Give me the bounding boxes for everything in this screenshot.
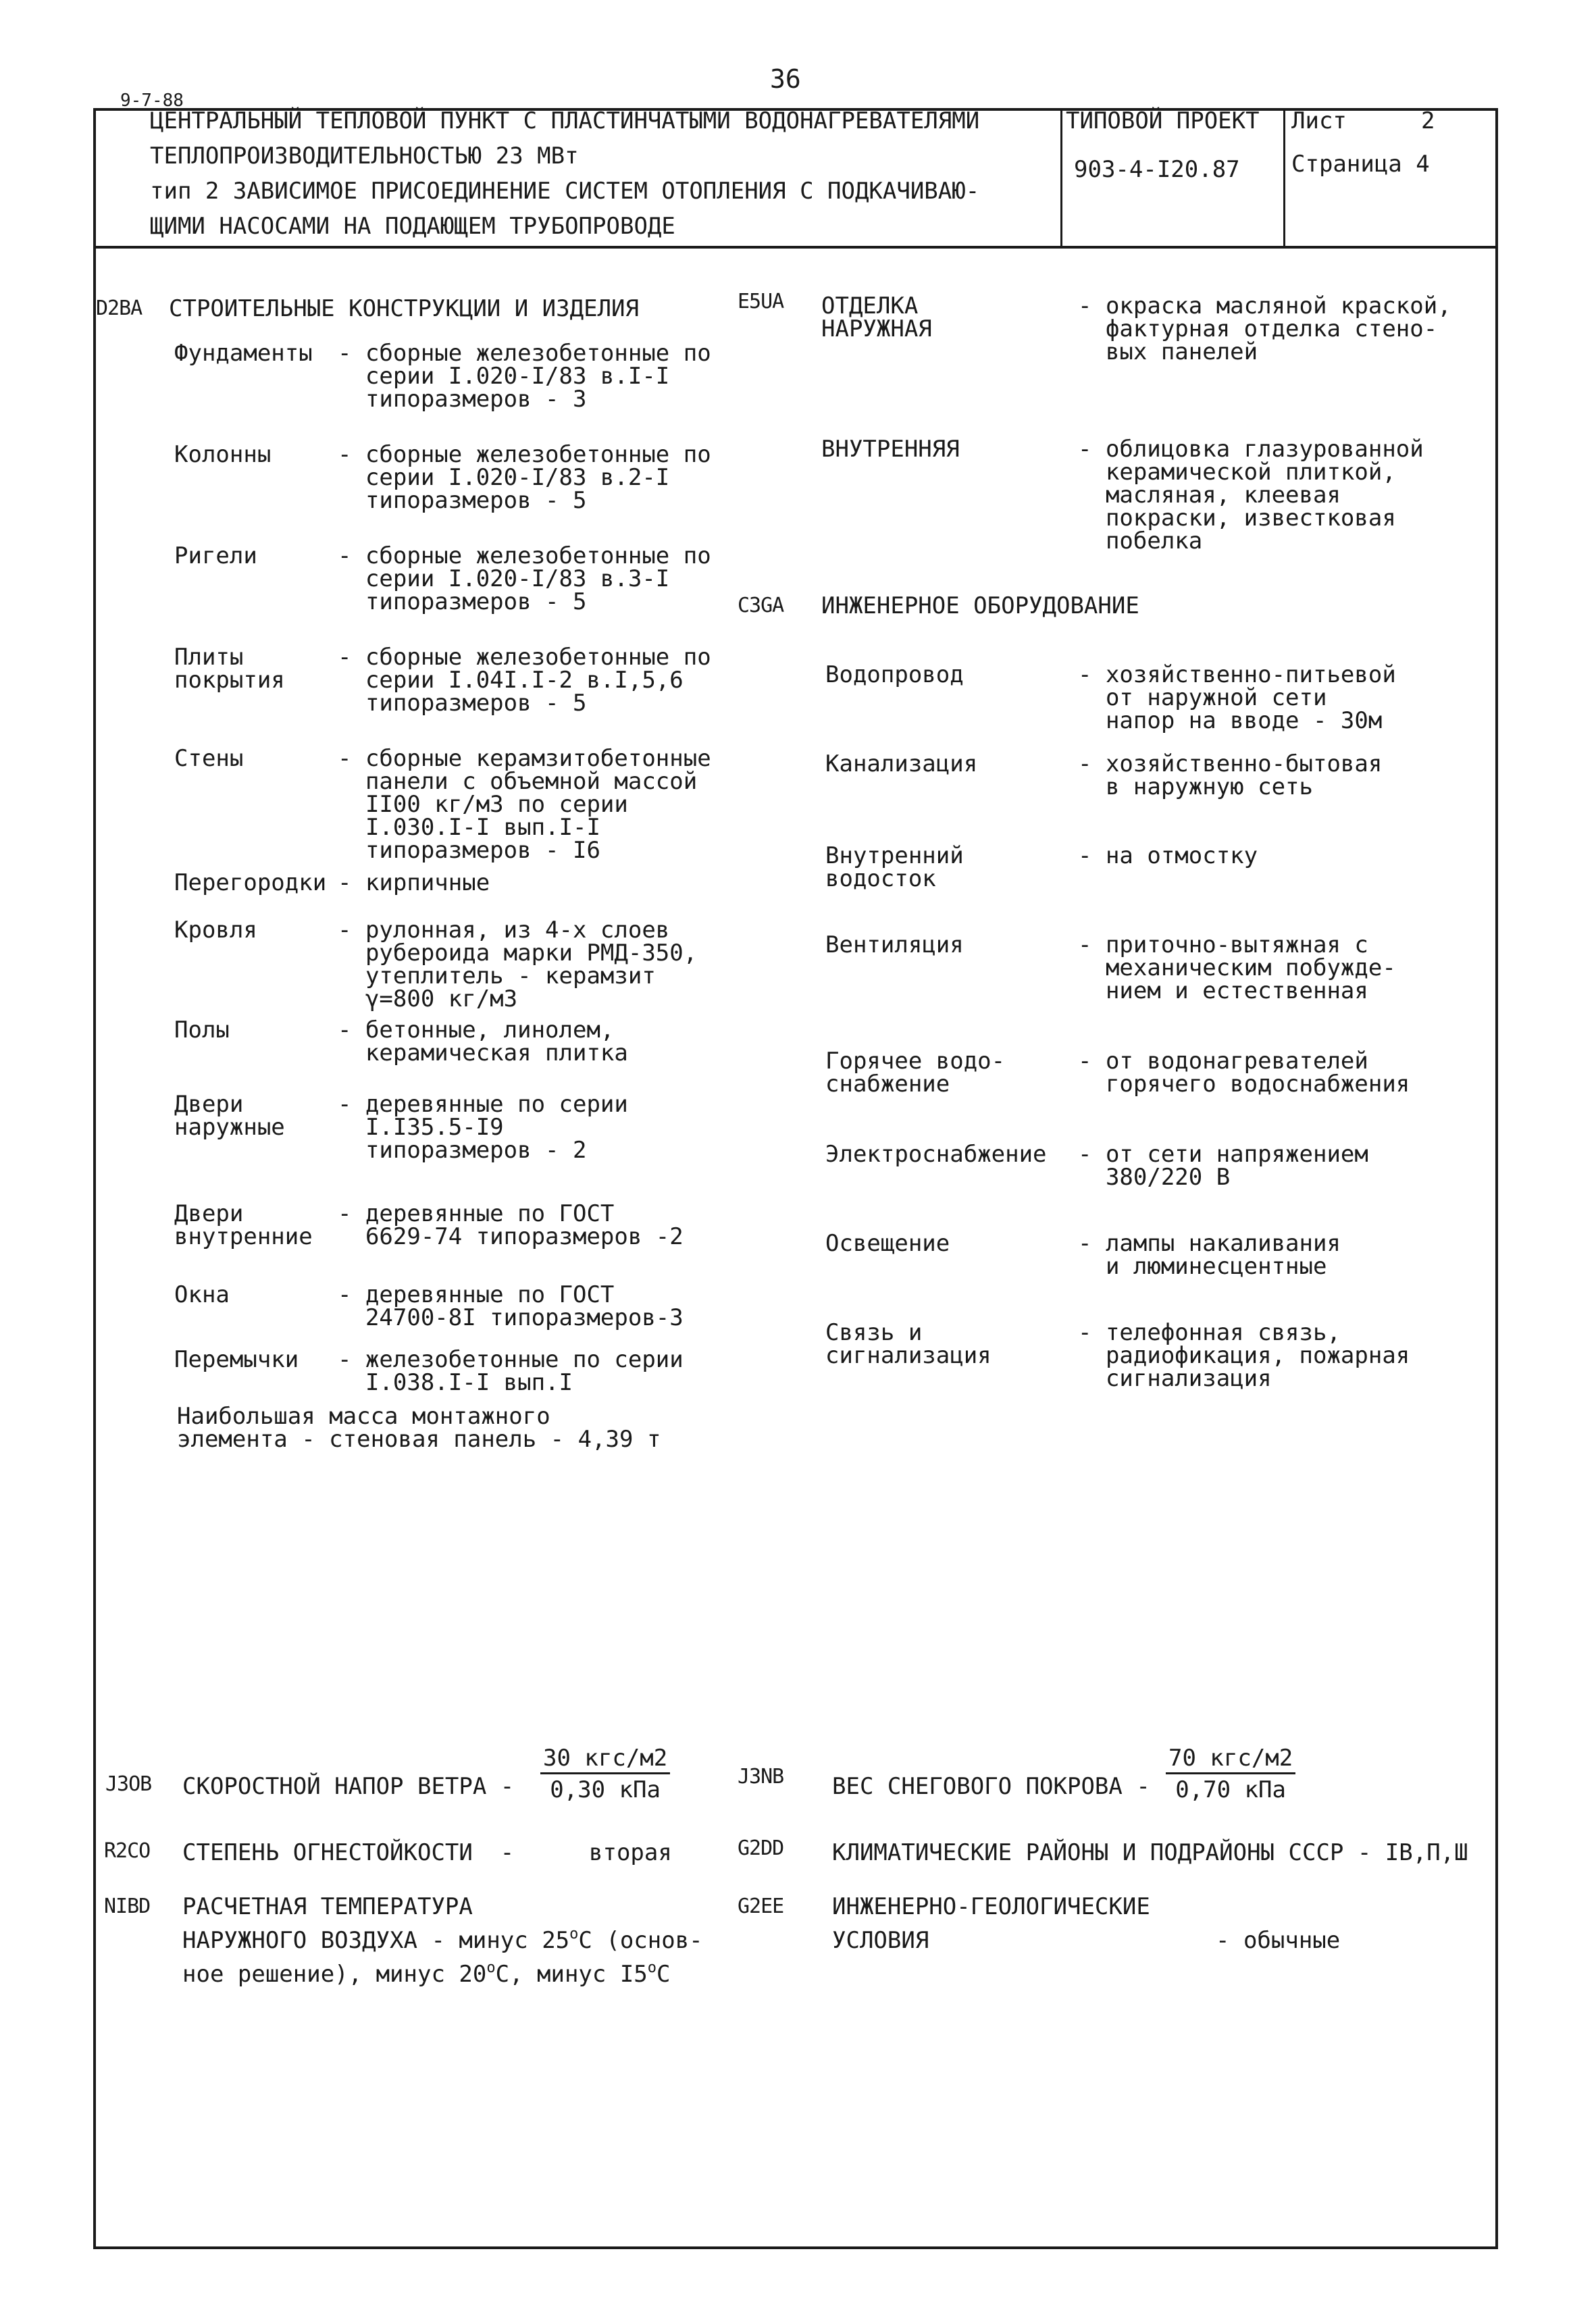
sheet-label: Лист [1291,107,1347,134]
item-value: - хозяйственно-питьевой [1078,661,1396,688]
item-label: Горячее водо- [825,1048,1006,1075]
snow-value-kgs: 70 кгс/м2 [1166,1747,1295,1774]
item-label: водосток [825,865,936,892]
item-value: вых панелей [1078,338,1258,365]
title-divider [1060,108,1062,249]
item-label: Двери [174,1200,244,1227]
item-value: I.I35.5-I9 [338,1114,504,1141]
section-heading: СТРОИТЕЛЬНЫЕ КОНСТРУКЦИИ И ИЗДЕЛИЯ [169,295,639,322]
item-label: Связь и [825,1319,923,1346]
param-code: G2DD [738,1836,784,1860]
item-label: Колонны [174,441,272,468]
item-label: Полы [174,1017,230,1044]
geo-line: ИНЖЕНЕРНО-ГЕОЛОГИЧЕСКИЕ [832,1893,1150,1920]
item-value: типоразмеров - 5 [338,588,587,615]
degree-mark: о [486,1959,496,1976]
item-label: сигнализация [825,1342,992,1369]
item-value: - сборные железобетонные по [338,340,711,367]
item-label: Освещение [825,1230,950,1257]
item-value: - облицовка глазурованной [1078,436,1424,463]
snow-value-kpa: 0,70 кПа [1175,1776,1286,1803]
section-heading: ИНЖЕНЕРНОЕ ОБОРУДОВАНИЕ [821,592,1139,619]
fire-label: СТЕПЕНЬ ОГНЕСТОЙКОСТИ - [182,1839,515,1866]
item-value: - деревянные по ГОСТ [338,1281,615,1308]
item-value: масляная, клеевая [1078,482,1341,509]
title-line: ТЕПЛОПРОИЗВОДИТЕЛЬНОСТЬЮ 23 МВт [150,143,579,170]
item-label: Окна [174,1281,230,1308]
item-label: Ригели [174,542,257,569]
item-label: Плиты [174,644,244,671]
item-value: γ=800 кг/м3 [338,985,518,1012]
item-value: утеплитель - керамзит [338,962,656,989]
snow-value [1166,1747,1295,1801]
item-value: механическим побужде- [1078,954,1396,981]
item-value: - железобетонные по серии [338,1346,684,1373]
item-value: от наружной сети [1078,684,1327,711]
item-label: ВНУТРЕННЯЯ [821,436,960,463]
page-number: 36 [770,64,801,94]
item-value: нием и естественная [1078,977,1368,1004]
wind-value [540,1747,670,1801]
item-value: II00 кг/м3 по серии [338,791,628,818]
item-value: - окраска масляной краской, [1078,292,1451,319]
item-value: - деревянные по серии [338,1091,628,1118]
item-value: типоразмеров - 2 [338,1137,587,1164]
project-label: ТИПОВОЙ ПРОЕКТ [1066,107,1260,134]
item-label: Электроснабжение [825,1141,1047,1168]
temp-line: РАСЧЕТНАЯ ТЕМПЕРАТУРА [182,1893,473,1920]
degree-mark: о [647,1959,657,1976]
item-value: - сборные керамзитобетонные [338,745,711,772]
param-code: G2EE [738,1895,784,1918]
item-value: фактурная отделка стено- [1078,315,1438,342]
climate-label: КЛИМАТИЧЕСКИЕ РАЙОНЫ И ПОДРАЙОНЫ СССР - IB,П,Ш [832,1839,1468,1866]
doc-code: 9-7-88 [120,91,184,111]
item-value: - телефонная связь, [1078,1319,1341,1346]
project-number: 903-4-I20.87 [1074,156,1240,183]
wind-value-kpa: 0,30 кПа [550,1776,661,1803]
item-value: 380/220 В [1078,1164,1231,1191]
item-label: ОТДЕЛКА [821,292,919,319]
item-value: в наружную сеть [1078,773,1313,800]
geo-value: - обычные [1216,1927,1341,1954]
item-label: снабжение [825,1071,950,1098]
degree-mark: о [569,1926,579,1943]
item-value: - лампы накаливания [1078,1230,1341,1257]
temp-line: НАРУЖНОГО ВОЗДУХА - минус $25^оС$ (основ- [182,1926,703,1954]
item-value: напор на вводе - 30м [1078,707,1383,734]
item-value: горячего водоснабжения [1078,1071,1410,1098]
param-code: R2CO [104,1839,151,1863]
item-value: 24700-8I типоразмеров-3 [338,1304,684,1331]
item-value: керамическая плитка [338,1039,628,1066]
item-value: - сборные железобетонные по [338,542,711,569]
snow-label: ВЕС СНЕГОВОГО ПОКРОВА - [832,1773,1150,1800]
item-value: покраски, известковая [1078,505,1396,532]
item-value: - бетонные, линолем, [338,1017,615,1044]
item-label: Перемычки [174,1346,299,1373]
item-value: керамической плиткой, [1078,459,1396,486]
sheet-number: 2 [1421,107,1435,134]
section-code: C3GA [738,594,784,617]
item-value: - приточно-вытяжная с [1078,931,1368,958]
item-value: серии I.020-I/83 в.2-I [338,464,670,491]
item-label: Канализация [825,750,978,777]
item-value: радиофикация, пожарная [1078,1342,1410,1369]
item-label: наружные [174,1114,285,1141]
item-value: серии I.020-I/83 в.I-I [338,363,670,390]
item-value: - рулонная, из 4-х слоев [338,917,670,944]
wind-value-kgs: 30 кгс/м2 [540,1747,670,1774]
item-value: I.030.I-I вып.I-I [338,814,600,841]
item-value: типоразмеров - I6 [338,837,600,864]
title-line: ЦЕНТРАЛЬНЫЙ ТЕПЛОВОЙ ПУНКТ С ПЛАСТИНЧАТЫМИ ВОДОНАГРЕВАТЕЛЯМИ [150,107,980,134]
title-divider [1283,108,1285,249]
item-value: рубероида марки РМД-350, [338,940,698,967]
item-value: панели с объемной массой [338,768,698,795]
section-code: E5UA [738,290,784,313]
title-line: тип 2 ЗАВИСИМОЕ ПРИСОЕДИНЕНИЕ СИСТЕМ ОТОПЛЕНИЯ С ПОДКАЧИВАЮ- [150,178,980,205]
item-value: серии I.04I.I-2 в.I,5,6 [338,667,684,694]
item-value: сигнализация [1078,1365,1272,1392]
item-label: Фундаменты [174,340,313,367]
param-code: NIBD [104,1895,151,1918]
wind-label: СКОРОСТНОЙ НАПОР ВЕТРА - [182,1773,515,1800]
section-code: D2BA [96,297,143,320]
item-value: и люминесцентные [1078,1253,1327,1280]
item-value: побелка [1078,528,1203,555]
item-value: - хозяйственно-бытовая [1078,750,1383,777]
item-value: I.038.I-I вып.I [338,1369,573,1396]
item-label: внутренние [174,1223,313,1250]
item-value: 6629-74 типоразмеров -2 [338,1223,684,1250]
item-value: - от сети напряжением [1078,1141,1368,1168]
item-value: - сборные железобетонные по [338,441,711,468]
item-value: серии I.020-I/83 в.3-I [338,565,670,592]
note-line: элемента - стеновая панель - 4,39 т [177,1426,661,1453]
item-value: типоразмеров - 5 [338,487,587,514]
fire-value: вторая [589,1839,672,1866]
item-value: - на отмостку [1078,842,1258,869]
temp-line: ное решение), минус $20^оС$, минус $I5^оС$ [182,1959,671,1988]
note-line: Наибольшая масса монтажного [177,1403,550,1430]
item-label: НАРУЖНАЯ [821,315,932,342]
item-label: Внутренний [825,842,964,869]
item-label: Вентиляция [825,931,964,958]
item-label: Перегородки [174,869,327,896]
item-label: Стены [174,745,244,772]
item-label: Водопровод [825,661,964,688]
page-label: Страница 4 [1291,151,1430,178]
item-value: - сборные железобетонные по [338,644,711,671]
item-label: Двери [174,1091,244,1118]
item-label: Кровля [174,917,257,944]
param-code: J3NB [738,1765,784,1789]
param-code: J3OB [105,1772,152,1796]
item-value: - деревянные по ГОСТ [338,1200,615,1227]
title-line: ЩИМИ НАСОСАМИ НА ПОДАЮЩЕМ ТРУБОПРОВОДЕ [150,213,675,240]
item-value: типоразмеров - 5 [338,690,587,717]
item-label: покрытия [174,667,285,694]
item-value: - от водонагревателей [1078,1048,1368,1075]
geo-line: УСЛОВИЯ [832,1927,929,1954]
item-value: - кирпичные [338,869,490,896]
item-value: типоразмеров - 3 [338,386,587,413]
